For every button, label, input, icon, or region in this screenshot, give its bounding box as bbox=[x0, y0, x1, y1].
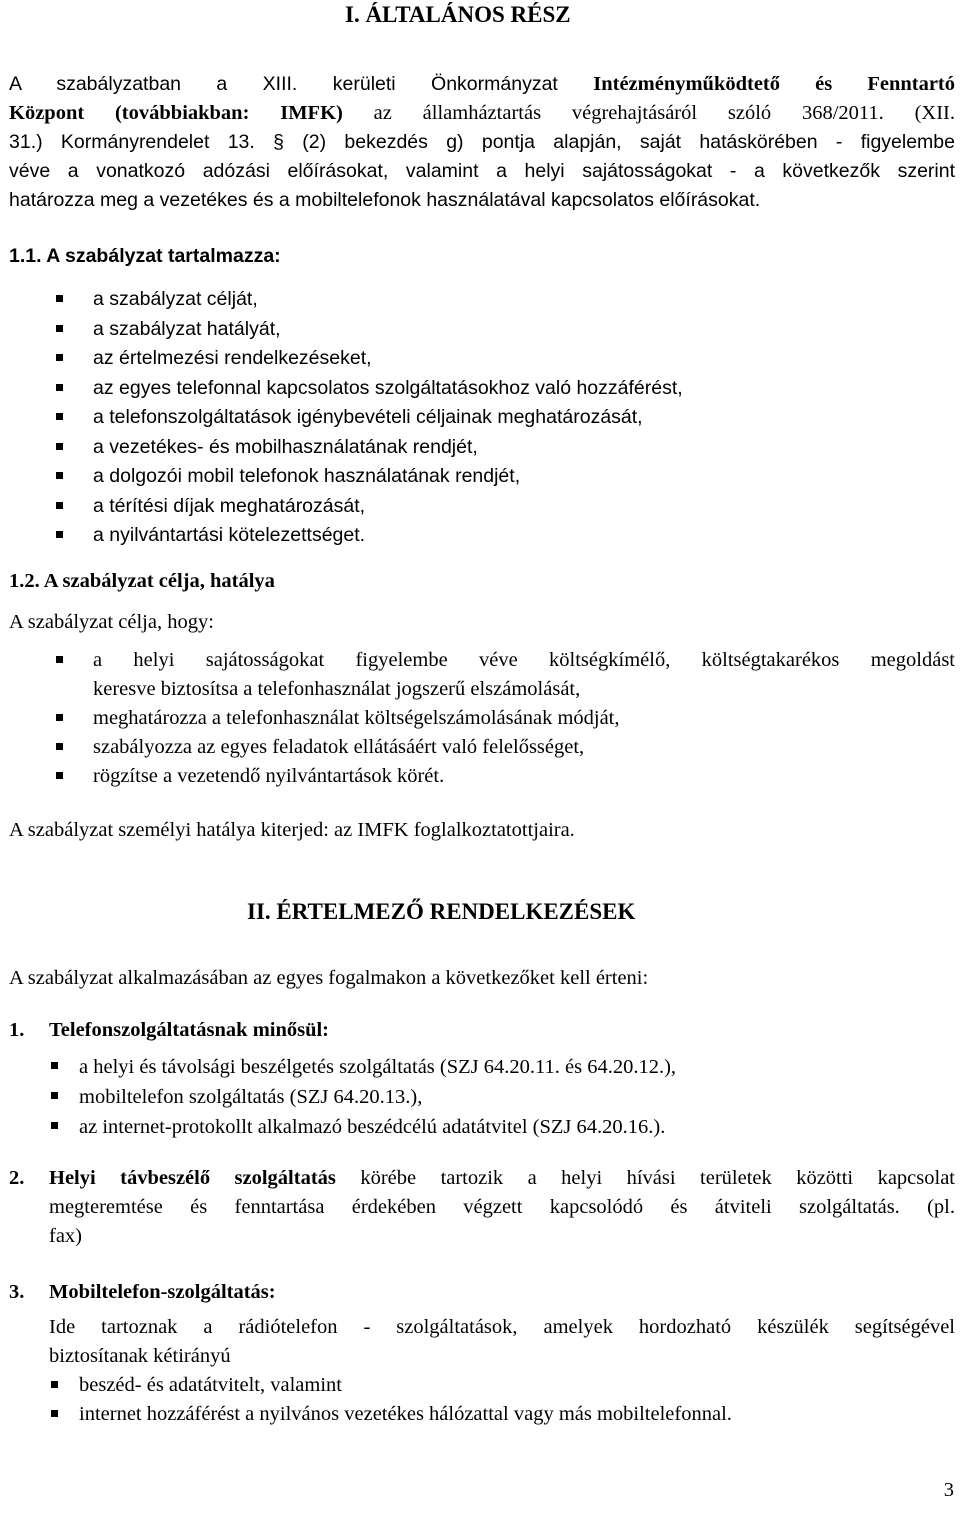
purpose-lead: A szabályzat célja, hogy: bbox=[9, 611, 214, 633]
intro-line-3: 31.) Kormányrendelet 13. § (2) bekezdés g) pontja alapján, saját hatáskörében - figyelembe bbox=[9, 131, 955, 153]
purpose-item-1-line-2: keresve biztosítsa a telefonhasználat jogszerű elszámolását, bbox=[93, 678, 581, 700]
bullet-square-icon bbox=[56, 325, 63, 332]
list-item: a szabályzat célját, bbox=[93, 285, 683, 315]
list-item: az értelmezési rendelkezéseket, bbox=[93, 344, 683, 374]
definition-2-number: 2. bbox=[9, 1167, 25, 1189]
list-item: internet hozzáférést a nyilvános vezetékes hálózattal vagy más mobiltelefonnal. bbox=[79, 1400, 732, 1429]
bullet-square-icon bbox=[51, 1092, 58, 1099]
bullet-square-icon bbox=[56, 531, 63, 538]
definition-3-number: 3. bbox=[9, 1281, 25, 1303]
definitions-lead: A szabályzat alkalmazásában az egyes fogalmakon a következőket kell érteni: bbox=[9, 967, 649, 989]
bullet-square-icon bbox=[56, 354, 63, 361]
definition-1-term: Telefonszolgáltatásnak minősül: bbox=[49, 1019, 330, 1041]
bullet-square-icon bbox=[56, 656, 63, 663]
list-item: a vezetékes- és mobilhasználatának rendjét, bbox=[93, 433, 683, 463]
list-item: szabályozza az egyes feladatok ellátásáért való felelősséget, bbox=[93, 733, 620, 762]
intro-line-1: A szabályzatban a XIII. kerületi Önkormányzat Intézményműködtető és Fenntartó bbox=[9, 73, 955, 95]
list-item: a nyilvántartási kötelezettséget. bbox=[93, 521, 683, 551]
definition-3-line-2: biztosítanak kétirányú bbox=[49, 1345, 231, 1367]
bullet-square-icon bbox=[56, 743, 63, 750]
bullet-square-icon bbox=[56, 714, 63, 721]
list-item: a helyi és távolsági beszélgetés szolgáltatás (SZJ 64.20.11. és 64.20.12.), bbox=[79, 1052, 676, 1082]
definition-3-term: Mobiltelefon-szolgáltatás: bbox=[49, 1281, 276, 1303]
list-item: rögzítse a vezetendő nyilvántartások körét. bbox=[93, 762, 620, 791]
bullet-square-icon bbox=[51, 1122, 58, 1129]
list-item: a szabályzat hatályát, bbox=[93, 315, 683, 345]
list-item: az egyes telefonnal kapcsolatos szolgáltatásokhoz való hozzáférést, bbox=[93, 374, 683, 404]
contents-list bbox=[93, 285, 683, 551]
mobile-services-list bbox=[79, 1371, 732, 1429]
bullet-square-icon bbox=[56, 502, 63, 509]
intro-line-4: véve a vonatkozó adózási előírásokat, valamint a helyi sajátosságokat - a következők szerint bbox=[9, 160, 955, 182]
telephony-services-list bbox=[79, 1052, 676, 1142]
bullet-square-icon bbox=[56, 443, 63, 450]
list-item: a térítési díjak meghatározását, bbox=[93, 492, 683, 522]
bullet-square-icon bbox=[56, 384, 63, 391]
definition-2-line-3: fax) bbox=[49, 1225, 83, 1247]
section-title-definitions: II. ÉRTELMEZŐ RENDELKEZÉSEK bbox=[247, 899, 636, 924]
definition-2-line-2: megteremtése és fenntartása érdekében végzett kapcsolódó és átviteli szolgáltatás. (pl. bbox=[49, 1196, 955, 1218]
list-item: meghatározza a telefonhasználat költségelszámolásának módját, bbox=[93, 704, 620, 733]
bullet-square-icon bbox=[56, 413, 63, 420]
list-item: mobiltelefon szolgáltatás (SZJ 64.20.13.), bbox=[79, 1082, 676, 1112]
bullet-square-icon bbox=[51, 1381, 58, 1388]
bullet-square-icon bbox=[51, 1062, 58, 1069]
list-item: a telefonszolgáltatások igénybevételi céljainak meghatározását, bbox=[93, 403, 683, 433]
definition-3-line-1: Ide tartoznak a rádiótelefon - szolgáltatások, amelyek hordozható készülék segítségével bbox=[49, 1316, 955, 1338]
intro-line-5: határozza meg a vezetékes és a mobiltelefonok használatával kapcsolatos előírásokat. bbox=[9, 189, 761, 211]
bullet-square-icon bbox=[56, 472, 63, 479]
section-title-general: I. ÁLTALÁNOS RÉSZ bbox=[345, 2, 571, 27]
heading-1-2: 1.2. A szabályzat célja, hatálya bbox=[9, 570, 275, 592]
definition-1-number: 1. bbox=[9, 1019, 25, 1041]
purpose-item-1-line-1: a helyi sajátosságokat figyelembe véve költségkímélő, költségtakarékos megoldást bbox=[93, 649, 955, 671]
purpose-list bbox=[93, 704, 620, 791]
page-number: 3 bbox=[943, 1479, 954, 1501]
heading-1-1: 1.1. A szabályzat tartalmazza: bbox=[9, 245, 281, 267]
list-item: beszéd- és adatátvitelt, valamint bbox=[79, 1371, 732, 1400]
list-item: az internet-protokollt alkalmazó beszédcélú adatátvitel (SZJ 64.20.16.). bbox=[79, 1112, 676, 1142]
definition-2-line-1: Helyi távbeszélő szolgáltatás körébe tartozik a helyi hívási területek közötti kapcsolat bbox=[49, 1167, 955, 1189]
personal-scope: A szabályzat személyi hatálya kiterjed: az IMFK foglalkoztatottjaira. bbox=[9, 819, 575, 841]
bullet-square-icon bbox=[51, 1410, 58, 1417]
bullet-square-icon bbox=[56, 772, 63, 779]
list-item: a dolgozói mobil telefonok használatának rendjét, bbox=[93, 462, 683, 492]
bullet-square-icon bbox=[56, 295, 63, 302]
intro-line-2: Központ (továbbiakban: IMFK) az államháztartás végrehajtásáról szóló 368/2011. (XII. bbox=[9, 102, 955, 124]
